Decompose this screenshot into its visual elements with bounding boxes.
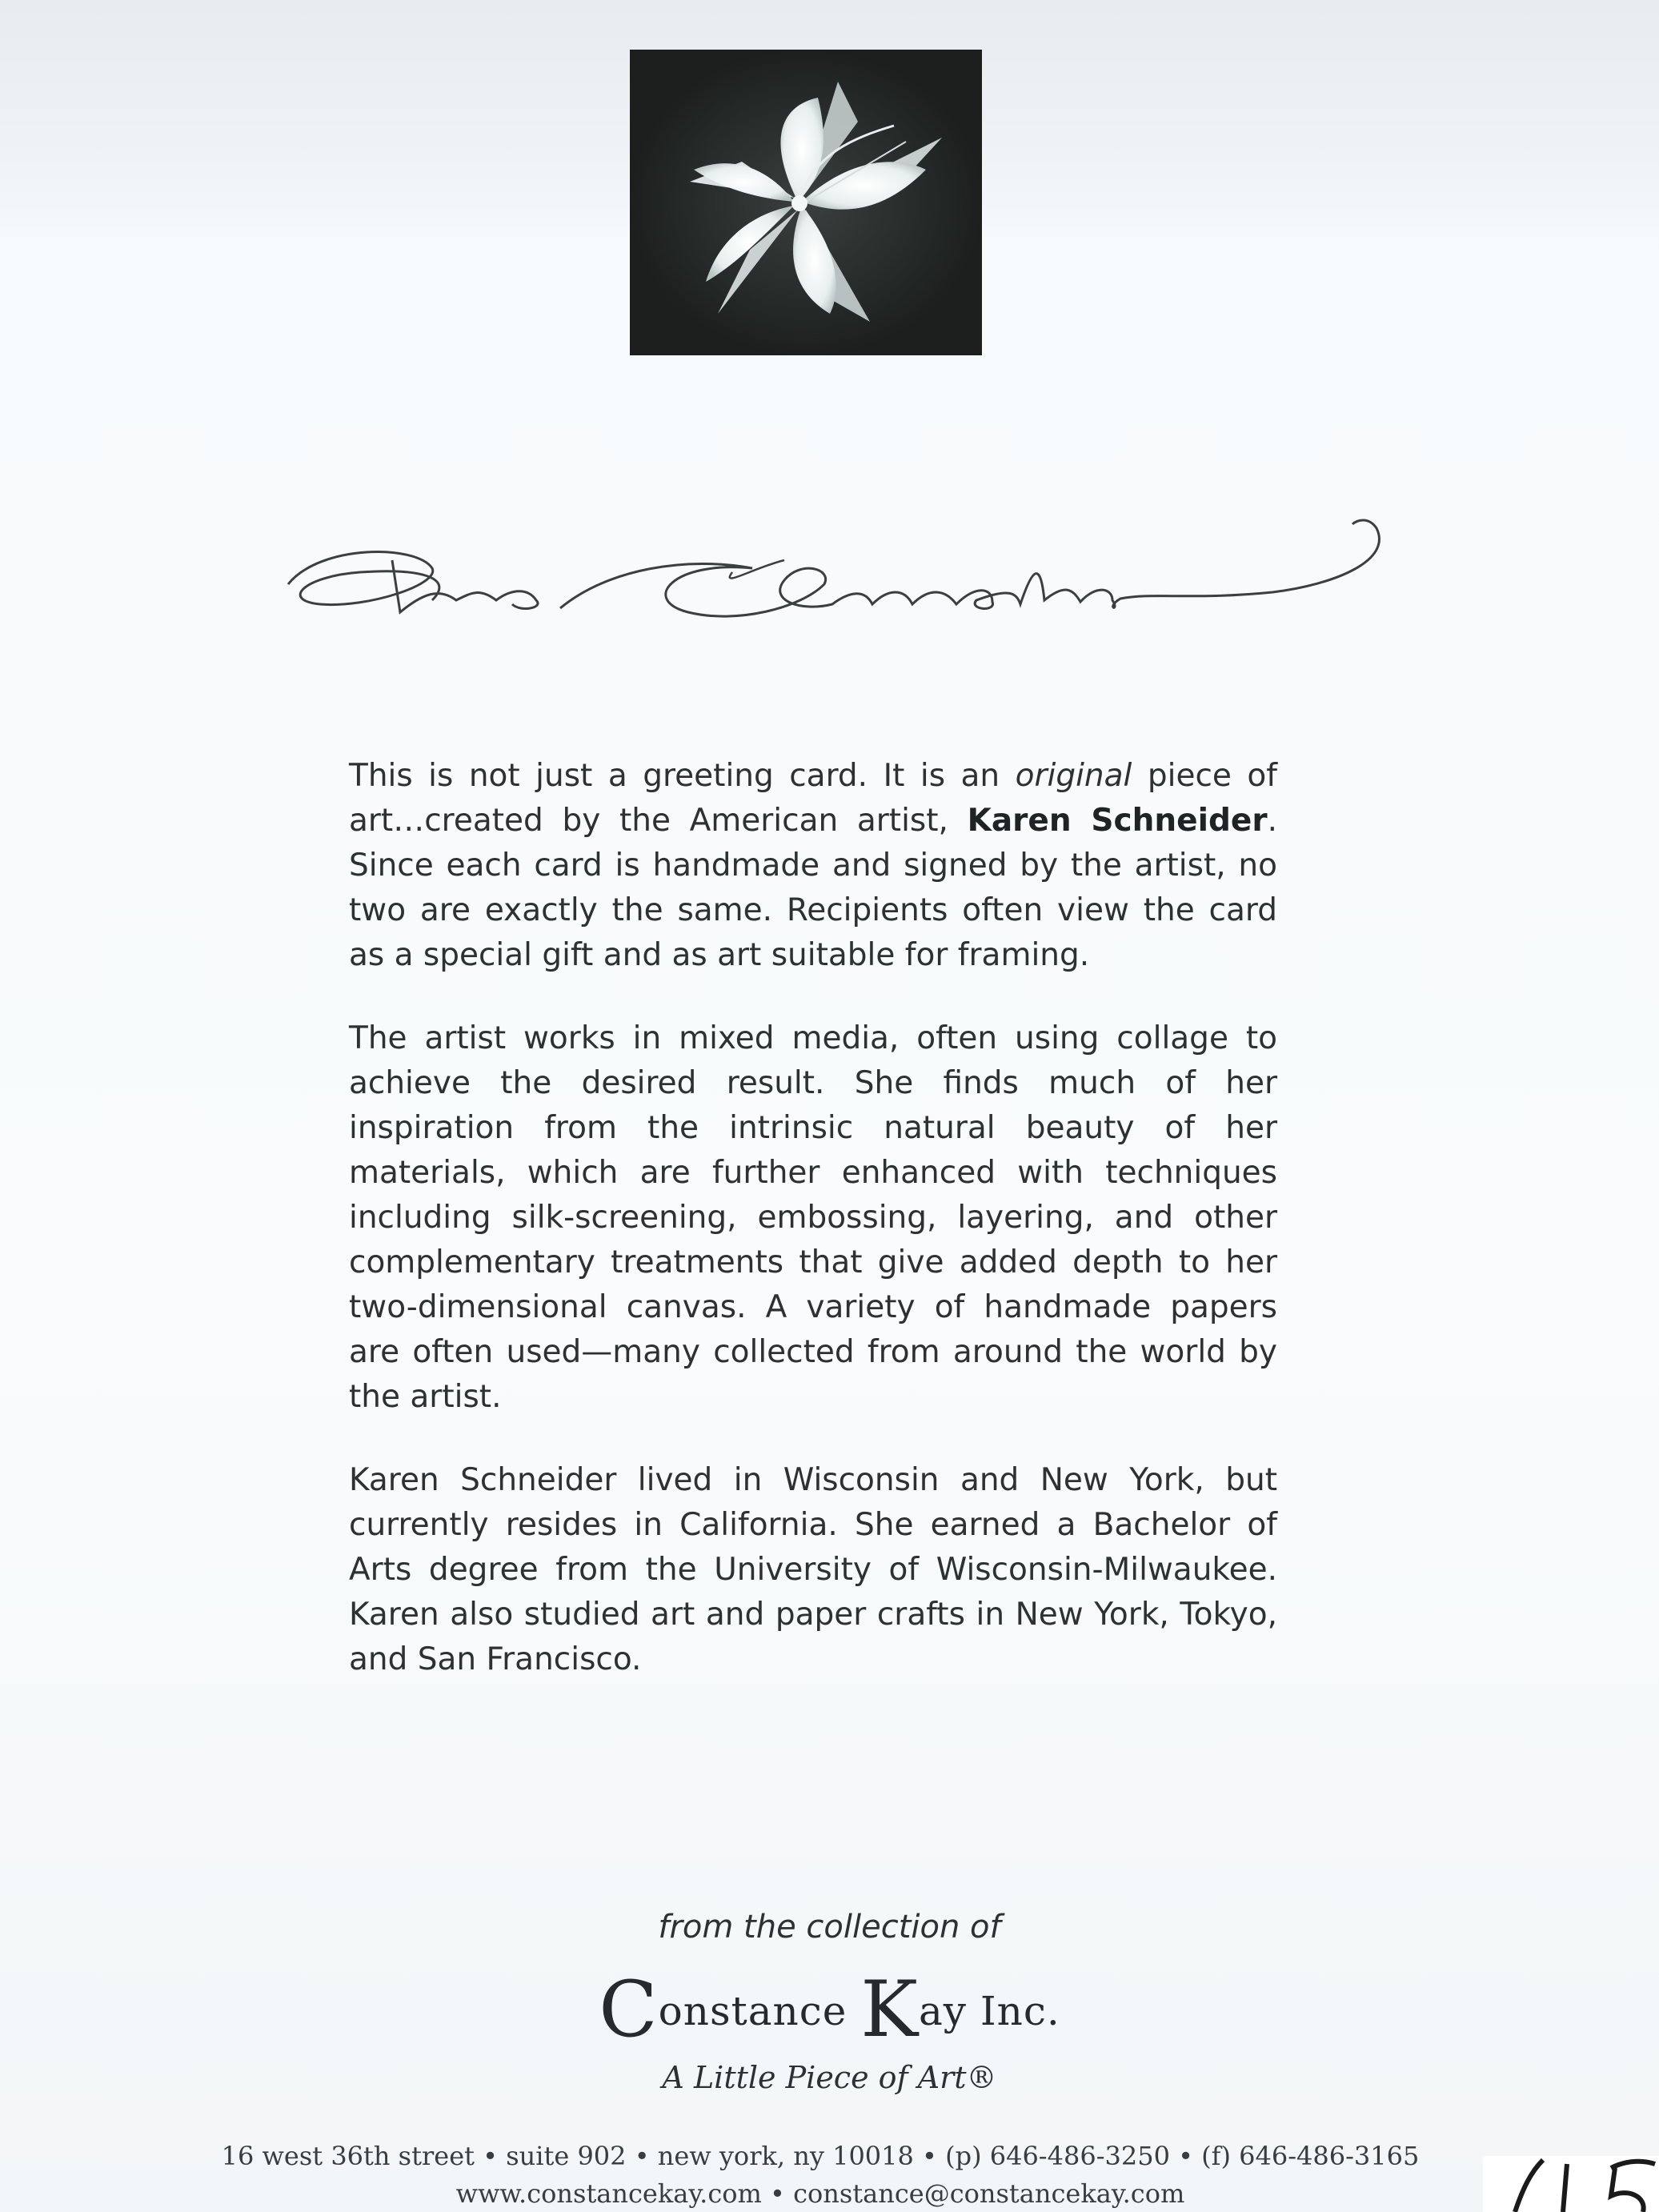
lily-photo: [630, 50, 982, 355]
logo-word-inc: Inc.: [967, 1988, 1060, 2034]
logo-word-onstance: onstance: [658, 1988, 861, 2034]
company-address: 16 west 36th street • suite 902 • new york, ny 10018 • (p) 646-486-3250 • (f) 646-486-3165: [221, 2141, 1420, 2171]
collection-caption: from the collection of: [658, 1909, 1001, 1946]
paragraph-technique: The artist works in mixed media, often using collage to achieve the desired result. She finds much of her inspiration from the intrinsic natural beauty of her materials, which are further enhanced with techniques including silk-screening, embossing, layering, and other complementary treatments that give added depth to her two-dimensional canvas. A variety of handmade papers are often used—many collected from around the world by the artist.: [349, 1020, 1277, 1415]
company-logo: [0, 1965, 1659, 2054]
lily-flower-image: [630, 50, 982, 355]
company-tagline: A Little Piece of Art®: [662, 2060, 997, 2095]
artist-description: [349, 754, 1277, 1721]
paragraph-intro: [349, 754, 1277, 978]
logo-word-ay: ay: [918, 1988, 968, 2034]
artist-name: Karen Schneider: [967, 803, 1268, 839]
intro-text-c: . Since each card is handmade and signed by the artist, no two are exactly the same. Recipients often view the card as a special gift and as art suitable for framing.: [349, 803, 1277, 973]
artist-signature: [272, 512, 1409, 640]
intro-text-b: piece of art…created by the American artist,: [349, 758, 1277, 839]
paragraph-biography: Karen Schneider lived in Wisconsin and New York, but currently resides in California. She earned a Bachelor of Arts degree from the University of Wisconsin-Milwaukee. Karen also studied art and paper crafts in New York, Tokyo, and San Francisco.: [349, 1462, 1277, 1677]
logo-letter-c: C: [599, 1965, 659, 2054]
intro-emphasis: original: [1015, 758, 1132, 794]
company-contact: www.constancekay.com • constance@constancekay.com: [455, 2178, 1185, 2209]
intro-text-a: This is not just a greeting card. It is an: [349, 758, 1016, 794]
logo-letter-k: K: [860, 1965, 919, 2054]
handwritten-corner-mark: [1467, 2140, 1659, 2212]
